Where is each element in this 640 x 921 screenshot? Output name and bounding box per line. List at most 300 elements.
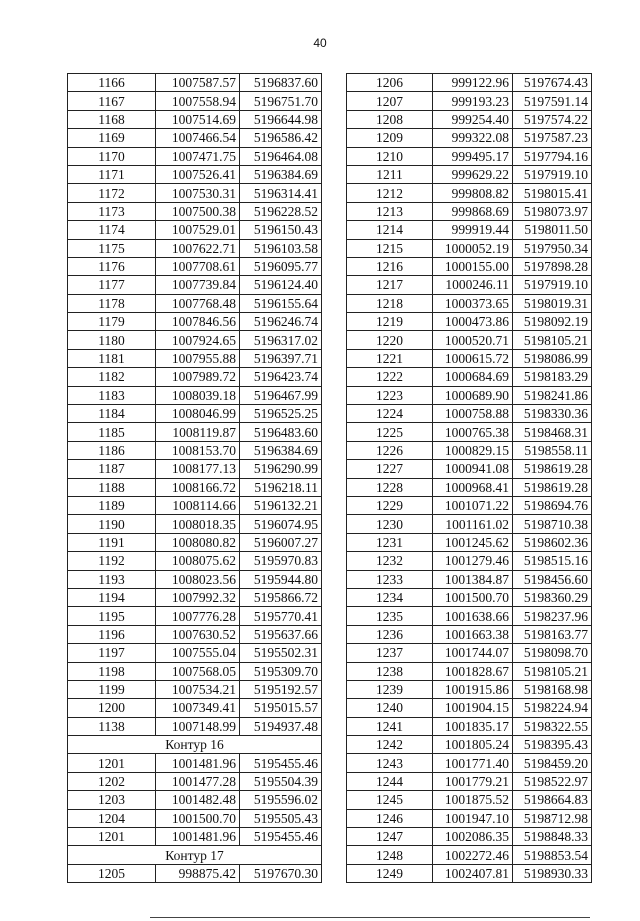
y-coordinate-cell: 5196467.99 xyxy=(240,386,322,404)
y-coordinate-cell: 5198168.98 xyxy=(513,680,592,698)
y-coordinate-cell: 5195015.57 xyxy=(240,699,322,717)
y-coordinate-cell: 5196384.69 xyxy=(240,165,322,183)
x-coordinate-cell: 1008046.99 xyxy=(156,405,240,423)
y-coordinate-cell: 5198105.21 xyxy=(513,662,592,680)
point-number-cell: 1181 xyxy=(68,349,156,367)
table-row xyxy=(347,184,592,202)
table-row xyxy=(68,257,322,275)
point-number-cell: 1214 xyxy=(347,221,433,239)
point-number-cell: 1138 xyxy=(68,717,156,735)
point-number-cell: 1212 xyxy=(347,184,433,202)
table-row xyxy=(68,294,322,312)
x-coordinate-cell: 1007514.69 xyxy=(156,110,240,128)
table-row xyxy=(68,791,322,809)
y-coordinate-cell: 5198712.98 xyxy=(513,809,592,827)
point-number-cell: 1196 xyxy=(68,625,156,643)
table-row xyxy=(347,74,592,92)
table-row xyxy=(347,110,592,128)
point-number-cell: 1230 xyxy=(347,515,433,533)
x-coordinate-cell: 1001947.10 xyxy=(433,809,513,827)
table-row xyxy=(68,460,322,478)
x-coordinate-cell: 1000758.88 xyxy=(433,405,513,423)
table-row xyxy=(347,147,592,165)
point-number-cell: 1204 xyxy=(68,809,156,827)
table-row xyxy=(68,680,322,698)
table-row xyxy=(68,110,322,128)
y-coordinate-cell: 5198073.97 xyxy=(513,202,592,220)
x-coordinate-cell: 1007500.38 xyxy=(156,202,240,220)
y-coordinate-cell: 5198105.21 xyxy=(513,331,592,349)
x-coordinate-cell: 1007558.94 xyxy=(156,92,240,110)
y-coordinate-cell: 5196314.41 xyxy=(240,184,322,202)
table-row xyxy=(347,294,592,312)
point-number-cell: 1207 xyxy=(347,92,433,110)
table-row xyxy=(68,607,322,625)
table-row xyxy=(347,552,592,570)
point-number-cell: 1209 xyxy=(347,129,433,147)
y-coordinate-cell: 5195455.46 xyxy=(240,828,322,846)
table-row xyxy=(347,405,592,423)
table-row xyxy=(68,331,322,349)
table-row xyxy=(68,147,322,165)
table-row xyxy=(68,754,322,772)
y-coordinate-cell: 5198522.97 xyxy=(513,772,592,790)
y-coordinate-cell: 5195596.02 xyxy=(240,791,322,809)
x-coordinate-cell: 1000615.72 xyxy=(433,349,513,367)
x-coordinate-cell: 1007924.65 xyxy=(156,331,240,349)
x-coordinate-cell: 1001744.07 xyxy=(433,644,513,662)
point-number-cell: 1243 xyxy=(347,754,433,772)
x-coordinate-cell: 1007529.01 xyxy=(156,221,240,239)
table-row xyxy=(68,662,322,680)
y-coordinate-cell: 5196095.77 xyxy=(240,257,322,275)
point-number-cell: 1184 xyxy=(68,405,156,423)
point-number-cell: 1173 xyxy=(68,202,156,220)
x-coordinate-cell: 1007955.88 xyxy=(156,349,240,367)
x-coordinate-cell: 1008018.35 xyxy=(156,515,240,533)
x-coordinate-cell: 999919.44 xyxy=(433,221,513,239)
x-coordinate-cell: 1000941.08 xyxy=(433,460,513,478)
table-row xyxy=(68,313,322,331)
y-coordinate-cell: 5196483.60 xyxy=(240,423,322,441)
y-coordinate-cell: 5198092.19 xyxy=(513,313,592,331)
point-number-cell: 1166 xyxy=(68,74,156,92)
x-coordinate-cell: 1007776.28 xyxy=(156,607,240,625)
y-coordinate-cell: 5198515.16 xyxy=(513,552,592,570)
table-row xyxy=(68,239,322,257)
y-coordinate-cell: 5198664.83 xyxy=(513,791,592,809)
table-row xyxy=(68,405,322,423)
y-coordinate-cell: 5195770.41 xyxy=(240,607,322,625)
x-coordinate-cell: 1007555.04 xyxy=(156,644,240,662)
y-coordinate-cell: 5198602.36 xyxy=(513,533,592,551)
y-coordinate-cell: 5195944.80 xyxy=(240,570,322,588)
y-coordinate-cell: 5197919.10 xyxy=(513,165,592,183)
point-number-cell: 1222 xyxy=(347,368,433,386)
x-coordinate-cell: 1001071.22 xyxy=(433,496,513,514)
point-number-cell: 1174 xyxy=(68,221,156,239)
x-coordinate-cell: 1008119.87 xyxy=(156,423,240,441)
table-row xyxy=(68,717,322,735)
x-coordinate-cell: 1008023.56 xyxy=(156,570,240,588)
point-number-cell: 1208 xyxy=(347,110,433,128)
y-coordinate-cell: 5198015.41 xyxy=(513,184,592,202)
y-coordinate-cell: 5198456.60 xyxy=(513,570,592,588)
table-row xyxy=(347,276,592,294)
table-row xyxy=(347,680,592,698)
x-coordinate-cell: 1007739.84 xyxy=(156,276,240,294)
x-coordinate-cell: 1001904.15 xyxy=(433,699,513,717)
point-number-cell: 1221 xyxy=(347,349,433,367)
point-number-cell: 1244 xyxy=(347,772,433,790)
point-number-cell: 1228 xyxy=(347,478,433,496)
y-coordinate-cell: 5196525.25 xyxy=(240,405,322,423)
y-coordinate-cell: 5197950.34 xyxy=(513,239,592,257)
point-number-cell: 1233 xyxy=(347,570,433,588)
y-coordinate-cell: 5198360.29 xyxy=(513,588,592,606)
y-coordinate-cell: 5197574.22 xyxy=(513,110,592,128)
x-coordinate-cell: 1001477.28 xyxy=(156,772,240,790)
point-number-cell: 1249 xyxy=(347,864,433,882)
y-coordinate-cell: 5198459.20 xyxy=(513,754,592,772)
point-number-cell: 1220 xyxy=(347,331,433,349)
point-number-cell: 1229 xyxy=(347,496,433,514)
y-coordinate-cell: 5197670.30 xyxy=(240,864,322,882)
table-row xyxy=(347,644,592,662)
y-coordinate-cell: 5196397.71 xyxy=(240,349,322,367)
table-row xyxy=(347,165,592,183)
y-coordinate-cell: 5195637.66 xyxy=(240,625,322,643)
table-row xyxy=(347,386,592,404)
y-coordinate-cell: 5196132.21 xyxy=(240,496,322,514)
x-coordinate-cell: 1000968.41 xyxy=(433,478,513,496)
x-coordinate-cell: 1001915.86 xyxy=(433,680,513,698)
y-coordinate-cell: 5196290.99 xyxy=(240,460,322,478)
point-number-cell: 1227 xyxy=(347,460,433,478)
x-coordinate-cell: 1002086.35 xyxy=(433,828,513,846)
table-row xyxy=(347,754,592,772)
point-number-cell: 1185 xyxy=(68,423,156,441)
table-row xyxy=(68,552,322,570)
y-coordinate-cell: 5195502.31 xyxy=(240,644,322,662)
x-coordinate-cell: 1001805.24 xyxy=(433,736,513,754)
point-number-cell: 1187 xyxy=(68,460,156,478)
table-row xyxy=(68,828,322,846)
point-number-cell: 1237 xyxy=(347,644,433,662)
point-number-cell: 1190 xyxy=(68,515,156,533)
table-row xyxy=(68,386,322,404)
table-row xyxy=(68,699,322,717)
y-coordinate-cell: 5195455.46 xyxy=(240,754,322,772)
x-coordinate-cell: 1008114.66 xyxy=(156,496,240,514)
point-number-cell: 1168 xyxy=(68,110,156,128)
x-coordinate-cell: 999495.17 xyxy=(433,147,513,165)
y-coordinate-cell: 5195309.70 xyxy=(240,662,322,680)
point-number-cell: 1191 xyxy=(68,533,156,551)
x-coordinate-cell: 1001245.62 xyxy=(433,533,513,551)
point-number-cell: 1192 xyxy=(68,552,156,570)
point-number-cell: 1234 xyxy=(347,588,433,606)
point-number-cell: 1205 xyxy=(68,864,156,882)
point-number-cell: 1241 xyxy=(347,717,433,735)
y-coordinate-cell: 5198019.31 xyxy=(513,294,592,312)
point-number-cell: 1224 xyxy=(347,405,433,423)
y-coordinate-cell: 5198183.29 xyxy=(513,368,592,386)
point-number-cell: 1171 xyxy=(68,165,156,183)
y-coordinate-cell: 5196124.40 xyxy=(240,276,322,294)
table-row xyxy=(68,202,322,220)
x-coordinate-cell: 1000689.90 xyxy=(433,386,513,404)
x-coordinate-cell: 1000373.65 xyxy=(433,294,513,312)
x-coordinate-cell: 1008039.18 xyxy=(156,386,240,404)
point-number-cell: 1188 xyxy=(68,478,156,496)
table-row xyxy=(347,515,592,533)
x-coordinate-cell: 1000520.71 xyxy=(433,331,513,349)
x-coordinate-cell: 1007708.61 xyxy=(156,257,240,275)
table-row xyxy=(68,772,322,790)
x-coordinate-cell: 1007466.54 xyxy=(156,129,240,147)
point-number-cell: 1236 xyxy=(347,625,433,643)
y-coordinate-cell: 5195866.72 xyxy=(240,588,322,606)
y-coordinate-cell: 5198930.33 xyxy=(513,864,592,882)
section-header-row xyxy=(68,846,322,864)
table-row xyxy=(347,791,592,809)
coordinates-table-left xyxy=(67,73,322,883)
table-row xyxy=(347,607,592,625)
table-row xyxy=(347,809,592,827)
x-coordinate-cell: 1007768.48 xyxy=(156,294,240,312)
table-row xyxy=(347,313,592,331)
x-coordinate-cell: 1000684.69 xyxy=(433,368,513,386)
x-coordinate-cell: 1007526.41 xyxy=(156,165,240,183)
x-coordinate-cell: 1000765.38 xyxy=(433,423,513,441)
y-coordinate-cell: 5196464.08 xyxy=(240,147,322,165)
table-row xyxy=(68,533,322,551)
x-coordinate-cell: 1008177.13 xyxy=(156,460,240,478)
table-row xyxy=(347,828,592,846)
y-coordinate-cell: 5198224.94 xyxy=(513,699,592,717)
x-coordinate-cell: 1007989.72 xyxy=(156,368,240,386)
x-coordinate-cell: 1001481.96 xyxy=(156,828,240,846)
y-coordinate-cell: 5197919.10 xyxy=(513,276,592,294)
y-coordinate-cell: 5196007.27 xyxy=(240,533,322,551)
y-coordinate-cell: 5198237.96 xyxy=(513,607,592,625)
y-coordinate-cell: 5195192.57 xyxy=(240,680,322,698)
y-coordinate-cell: 5196837.60 xyxy=(240,74,322,92)
x-coordinate-cell: 1007630.52 xyxy=(156,625,240,643)
x-coordinate-cell: 999868.69 xyxy=(433,202,513,220)
table-row xyxy=(68,625,322,643)
point-number-cell: 1182 xyxy=(68,368,156,386)
point-number-cell: 1245 xyxy=(347,791,433,809)
y-coordinate-cell: 5195504.39 xyxy=(240,772,322,790)
x-coordinate-cell: 1001384.87 xyxy=(433,570,513,588)
table-row xyxy=(68,165,322,183)
x-coordinate-cell: 999629.22 xyxy=(433,165,513,183)
point-number-cell: 1210 xyxy=(347,147,433,165)
y-coordinate-cell: 5196317.02 xyxy=(240,331,322,349)
x-coordinate-cell: 1008166.72 xyxy=(156,478,240,496)
x-coordinate-cell: 1001482.48 xyxy=(156,791,240,809)
y-coordinate-cell: 5198853.54 xyxy=(513,846,592,864)
table-row xyxy=(68,570,322,588)
table-row xyxy=(68,515,322,533)
y-coordinate-cell: 5196586.42 xyxy=(240,129,322,147)
y-coordinate-cell: 5195970.83 xyxy=(240,552,322,570)
x-coordinate-cell: 1007622.71 xyxy=(156,239,240,257)
point-number-cell: 1225 xyxy=(347,423,433,441)
table-row xyxy=(347,736,592,754)
table-row xyxy=(347,772,592,790)
y-coordinate-cell: 5194937.48 xyxy=(240,717,322,735)
x-coordinate-cell: 1001500.70 xyxy=(156,809,240,827)
y-coordinate-cell: 5198619.28 xyxy=(513,478,592,496)
y-coordinate-cell: 5196384.69 xyxy=(240,441,322,459)
x-coordinate-cell: 999808.82 xyxy=(433,184,513,202)
x-coordinate-cell: 1001481.96 xyxy=(156,754,240,772)
x-coordinate-cell: 999193.23 xyxy=(433,92,513,110)
y-coordinate-cell: 5197794.16 xyxy=(513,147,592,165)
x-coordinate-cell: 1001835.17 xyxy=(433,717,513,735)
table-row xyxy=(347,257,592,275)
x-coordinate-cell: 999322.08 xyxy=(433,129,513,147)
y-coordinate-cell: 5196246.74 xyxy=(240,313,322,331)
y-coordinate-cell: 5198086.99 xyxy=(513,349,592,367)
point-number-cell: 1180 xyxy=(68,331,156,349)
point-number-cell: 1183 xyxy=(68,386,156,404)
x-coordinate-cell: 1008075.62 xyxy=(156,552,240,570)
point-number-cell: 1201 xyxy=(68,754,156,772)
point-number-cell: 1170 xyxy=(68,147,156,165)
x-coordinate-cell: 1008080.82 xyxy=(156,533,240,551)
table-row xyxy=(347,846,592,864)
y-coordinate-cell: 5198848.33 xyxy=(513,828,592,846)
x-coordinate-cell: 1007471.75 xyxy=(156,147,240,165)
x-coordinate-cell: 1007534.21 xyxy=(156,680,240,698)
point-number-cell: 1247 xyxy=(347,828,433,846)
table-row xyxy=(347,349,592,367)
y-coordinate-cell: 5198395.43 xyxy=(513,736,592,754)
point-number-cell: 1195 xyxy=(68,607,156,625)
point-number-cell: 1246 xyxy=(347,809,433,827)
point-number-cell: 1177 xyxy=(68,276,156,294)
point-number-cell: 1202 xyxy=(68,772,156,790)
table-row xyxy=(68,441,322,459)
point-number-cell: 1242 xyxy=(347,736,433,754)
table-row xyxy=(347,331,592,349)
point-number-cell: 1169 xyxy=(68,129,156,147)
point-number-cell: 1211 xyxy=(347,165,433,183)
point-number-cell: 1178 xyxy=(68,294,156,312)
table-row xyxy=(347,625,592,643)
y-coordinate-cell: 5196751.70 xyxy=(240,92,322,110)
y-coordinate-cell: 5196074.95 xyxy=(240,515,322,533)
table-row xyxy=(68,221,322,239)
table-row xyxy=(347,441,592,459)
point-number-cell: 1200 xyxy=(68,699,156,717)
point-number-cell: 1172 xyxy=(68,184,156,202)
x-coordinate-cell: 1002272.46 xyxy=(433,846,513,864)
x-coordinate-cell: 1000155.00 xyxy=(433,257,513,275)
table-row xyxy=(347,570,592,588)
table-row xyxy=(68,496,322,514)
x-coordinate-cell: 999254.40 xyxy=(433,110,513,128)
table-row xyxy=(68,478,322,496)
point-number-cell: 1175 xyxy=(68,239,156,257)
point-number-cell: 1238 xyxy=(347,662,433,680)
y-coordinate-cell: 5197587.23 xyxy=(513,129,592,147)
table-row xyxy=(347,92,592,110)
y-coordinate-cell: 5196228.52 xyxy=(240,202,322,220)
point-number-cell: 1201 xyxy=(68,828,156,846)
table-row xyxy=(68,129,322,147)
point-number-cell: 1216 xyxy=(347,257,433,275)
point-number-cell: 1198 xyxy=(68,662,156,680)
table-row xyxy=(347,423,592,441)
point-number-cell: 1226 xyxy=(347,441,433,459)
table-row xyxy=(68,588,322,606)
x-coordinate-cell: 998875.42 xyxy=(156,864,240,882)
point-number-cell: 1189 xyxy=(68,496,156,514)
x-coordinate-cell: 1001779.21 xyxy=(433,772,513,790)
y-coordinate-cell: 5198710.38 xyxy=(513,515,592,533)
table-row xyxy=(68,74,322,92)
point-number-cell: 1248 xyxy=(347,846,433,864)
x-coordinate-cell: 1007587.57 xyxy=(156,74,240,92)
point-number-cell: 1179 xyxy=(68,313,156,331)
x-coordinate-cell: 1001663.38 xyxy=(433,625,513,643)
x-coordinate-cell: 1000246.11 xyxy=(433,276,513,294)
point-number-cell: 1235 xyxy=(347,607,433,625)
x-coordinate-cell: 1001500.70 xyxy=(433,588,513,606)
point-number-cell: 1197 xyxy=(68,644,156,662)
bottom-rule xyxy=(150,917,590,918)
table-row xyxy=(347,662,592,680)
point-number-cell: 1231 xyxy=(347,533,433,551)
point-number-cell: 1186 xyxy=(68,441,156,459)
point-number-cell: 1232 xyxy=(347,552,433,570)
x-coordinate-cell: 1000829.15 xyxy=(433,441,513,459)
x-coordinate-cell: 1000473.86 xyxy=(433,313,513,331)
point-number-cell: 1217 xyxy=(347,276,433,294)
point-number-cell: 1223 xyxy=(347,386,433,404)
table-row xyxy=(68,368,322,386)
table-row xyxy=(68,276,322,294)
y-coordinate-cell: 5198011.50 xyxy=(513,221,592,239)
table-row xyxy=(347,496,592,514)
y-coordinate-cell: 5196423.74 xyxy=(240,368,322,386)
point-number-cell: 1194 xyxy=(68,588,156,606)
table-row xyxy=(347,129,592,147)
table-row xyxy=(347,221,592,239)
y-coordinate-cell: 5197591.14 xyxy=(513,92,592,110)
table-row xyxy=(347,864,592,882)
x-coordinate-cell: 1008153.70 xyxy=(156,441,240,459)
y-coordinate-cell: 5198163.77 xyxy=(513,625,592,643)
contour-label: Контур 16 xyxy=(68,736,322,754)
x-coordinate-cell: 1001828.67 xyxy=(433,662,513,680)
x-coordinate-cell: 1007148.99 xyxy=(156,717,240,735)
table-row xyxy=(68,423,322,441)
x-coordinate-cell: 1007530.31 xyxy=(156,184,240,202)
point-number-cell: 1176 xyxy=(68,257,156,275)
x-coordinate-cell: 1007992.32 xyxy=(156,588,240,606)
y-coordinate-cell: 5198558.11 xyxy=(513,441,592,459)
table-row xyxy=(347,717,592,735)
table-row xyxy=(347,588,592,606)
point-number-cell: 1215 xyxy=(347,239,433,257)
y-coordinate-cell: 5198241.86 xyxy=(513,386,592,404)
